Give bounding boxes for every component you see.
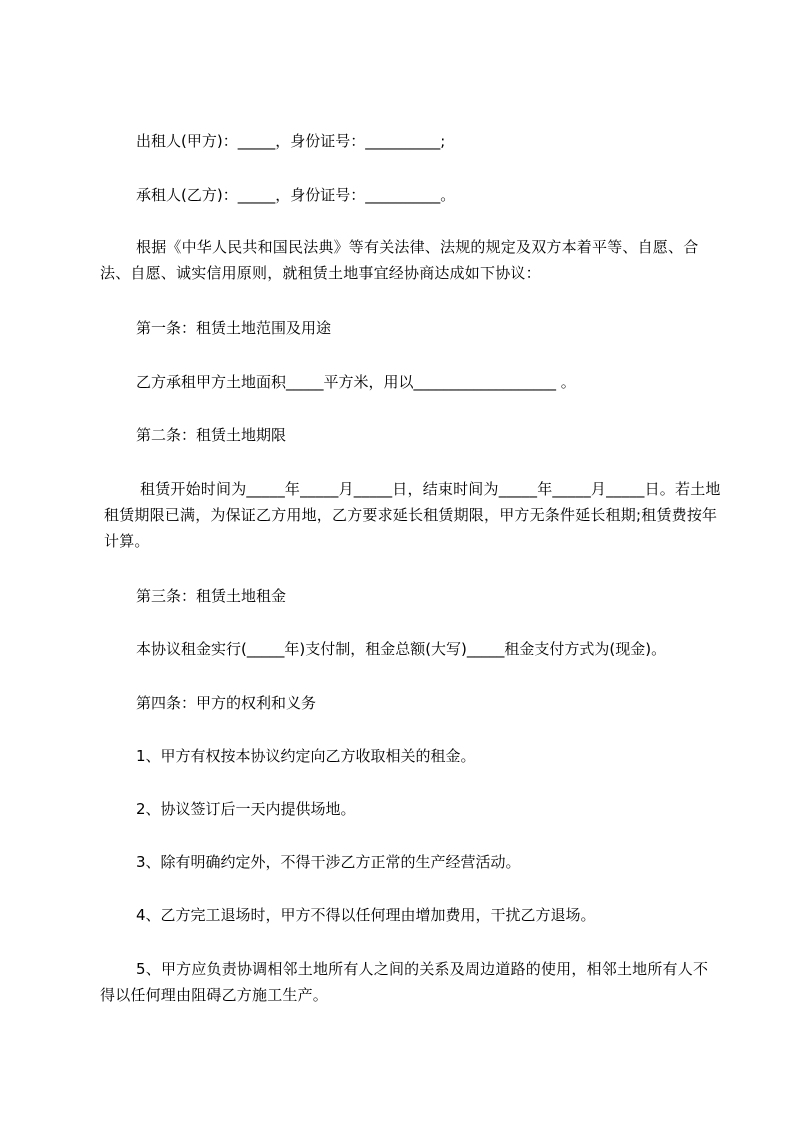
article-4-item-2: 2、协议签订后一天内提供场地。 xyxy=(136,800,356,818)
lessor-line: 出租人(甲方)：_____，身份证号：__________; xyxy=(136,132,446,150)
article-1-text: 乙方承租甲方土地面积_____平方米，用以___________________ 。 xyxy=(136,373,576,391)
article-1-heading: 第一条：租赁土地范围及用途 xyxy=(136,319,332,337)
article-2-heading: 第二条：租赁土地期限 xyxy=(136,426,287,444)
article-3-heading: 第三条：租赁土地租金 xyxy=(136,587,287,605)
lessee-line: 承租人(乙方)：_____，身份证号：__________。 xyxy=(136,186,456,204)
article-4-item-1: 1、甲方有权按本协议约定向乙方收取相关的租金。 xyxy=(136,747,476,765)
preamble-paragraph: 根据《中华人民共和国民法典》等有关法律、法规的规定及双方本着平等、自愿、合法、自愿、诚实信用原则，就租赁土地事宜经协商达成如下协议： xyxy=(100,238,699,282)
article-4-heading: 第四条：甲方的权利和义务 xyxy=(136,694,317,712)
article-4-item-3: 3、除有明确约定外，不得干涉乙方正常的生产经营活动。 xyxy=(136,853,521,871)
article-4-item-5: 5、甲方应负责协调相邻土地所有人之间的关系及周边道路的使用，相邻土地所有人不得以任何理由阻碍乙方施工生产。 xyxy=(100,960,709,1004)
article-2-text: 租赁开始时间为_____年_____月_____日，结束时间为_____年_____月_____日。若土地租赁期限已满，为保证乙方用地，乙方要求延长租赁期限，甲方无条件延长租期;租赁费按年计算。 xyxy=(104,480,721,550)
article-4-item-4: 4、乙方完工退场时，甲方不得以任何理由增加费用，干扰乙方退场。 xyxy=(136,906,596,924)
article-3-text: 本协议租金实行(_____年)支付制，租金总额(大写)_____租金支付方式为(现金)。 xyxy=(136,640,667,658)
